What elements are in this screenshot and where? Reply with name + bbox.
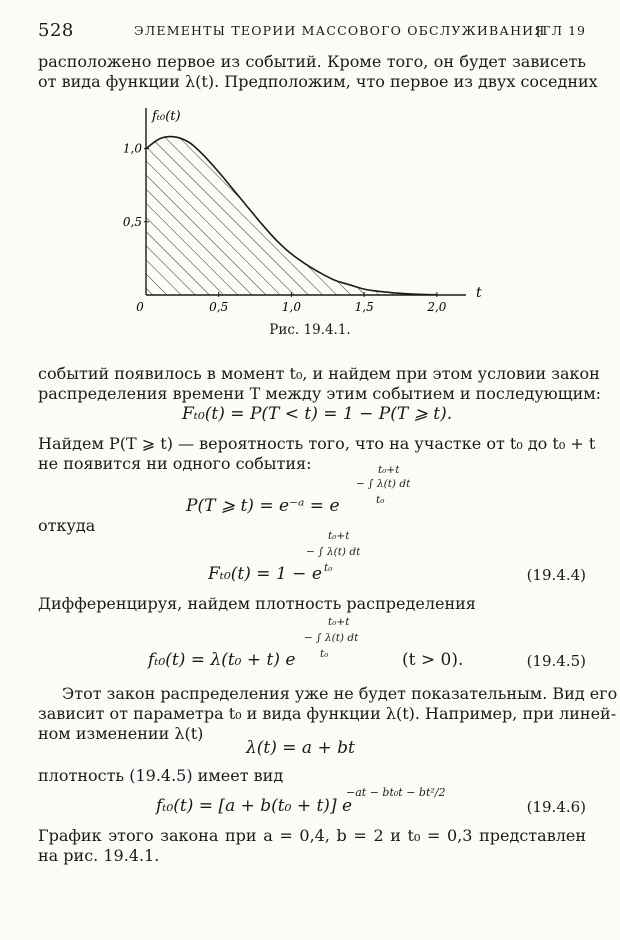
chapter-label: [ГЛ 19	[536, 23, 586, 38]
paragraph-1-line-1: расположено первое из событий. Кроме того, он будет зависеть	[38, 52, 586, 71]
whence-word: откуда	[38, 516, 96, 535]
y-axis-label: fₜ₀(t)	[152, 109, 181, 124]
pdf-condition: (t > 0).	[402, 650, 464, 670]
figure-19-4-1	[0, 100, 620, 320]
prob-integral-lower: t₀	[376, 494, 385, 506]
y-tick-label: 1,0	[122, 141, 142, 156]
x-tick-label: 0,5	[209, 300, 229, 314]
equation-number-19-4-6: (19.4.6)	[526, 798, 586, 816]
x-tick-label: 1,5	[354, 300, 374, 314]
page-number: 528	[38, 20, 74, 41]
density-area	[146, 137, 437, 295]
paragraph-3-line-2: не появится ни одного события:	[38, 454, 312, 473]
equation-cdf-2: Fₜ₀(t) = 1 − e	[208, 564, 322, 584]
final-exponent: −at − bt₀t − bt²/2	[346, 786, 446, 799]
pdf-integral-lower: t₀	[320, 648, 329, 660]
equation-probability: P(T ⩾ t) = e⁻ᵃ = e	[186, 496, 340, 516]
paragraph-5-line-2: зависит от параметра t₀ и вида функции λ(t). Например, при линей-	[38, 704, 617, 723]
cdf2-integral-lower: t₀	[324, 562, 333, 574]
prob-integral-upper: t₀+t	[378, 464, 400, 476]
paragraph-5-line-3: ном изменении λ(t)	[38, 724, 204, 743]
cdf2-integral-upper: t₀+t	[328, 530, 350, 542]
prob-integral: − ∫ λ(t) dt	[356, 478, 411, 490]
x-axis-label: t	[476, 285, 482, 301]
x-tick-label: 2,0	[427, 300, 447, 314]
equation-number-19-4-4: (19.4.4)	[526, 566, 586, 584]
paragraph-4: Дифференцируя, найдем плотность распределения	[38, 594, 476, 613]
paragraph-5-line-1: Этот закон распределения уже не будет показательным. Вид его	[62, 684, 618, 703]
equation-linear: λ(t) = a + bt	[246, 738, 355, 758]
paragraph-3-line-1: Найдем P(T ⩾ t) — вероятность того, что на участке от t₀ до t₀ + t	[38, 434, 596, 453]
equation-number-19-4-5: (19.4.5)	[526, 652, 586, 670]
x-tick-label: 1,0	[281, 300, 302, 314]
figure-caption: Рис. 19.4.1.	[269, 322, 351, 338]
equation-pdf: fₜ₀(t) = λ(t₀ + t) e	[148, 650, 296, 670]
paragraph-1-line-2: от вида функции λ(t). Предположим, что первое из двух соседних	[38, 72, 598, 91]
y-tick-label: 0,5	[122, 214, 142, 229]
running-title: ЭЛЕМЕНТЫ ТЕОРИИ МАССОВОГО ОБСЛУЖИВАНИЯ	[134, 23, 546, 38]
equation-final: fₜ₀(t) = [a + b(t₀ + t)] e	[156, 796, 353, 816]
cdf2-integral: − ∫ λ(t) dt	[306, 546, 361, 558]
pdf-integral-upper: t₀+t	[328, 616, 350, 628]
equation-cdf: Fₜ₀(t) = P(T < t) = 1 − P(T ⩾ t).	[182, 404, 453, 424]
x-tick-label: 0	[136, 300, 144, 314]
pdf-integral: − ∫ λ(t) dt	[304, 632, 359, 644]
page-header	[38, 20, 586, 44]
paragraph-2-line-2: распределения времени T между этим событием и последующим:	[38, 384, 602, 403]
paragraph-2-line-1: событий появилось в момент t₀, и найдем при этом условии закон	[38, 364, 600, 383]
paragraph-6: плотность (19.4.5) имеет вид	[38, 766, 284, 785]
paragraph-7-line-2: на рис. 19.4.1.	[38, 846, 160, 865]
paragraph-7-line-1: График этого закона при a = 0,4, b = 2 и t₀ = 0,3 представлен	[38, 826, 586, 845]
